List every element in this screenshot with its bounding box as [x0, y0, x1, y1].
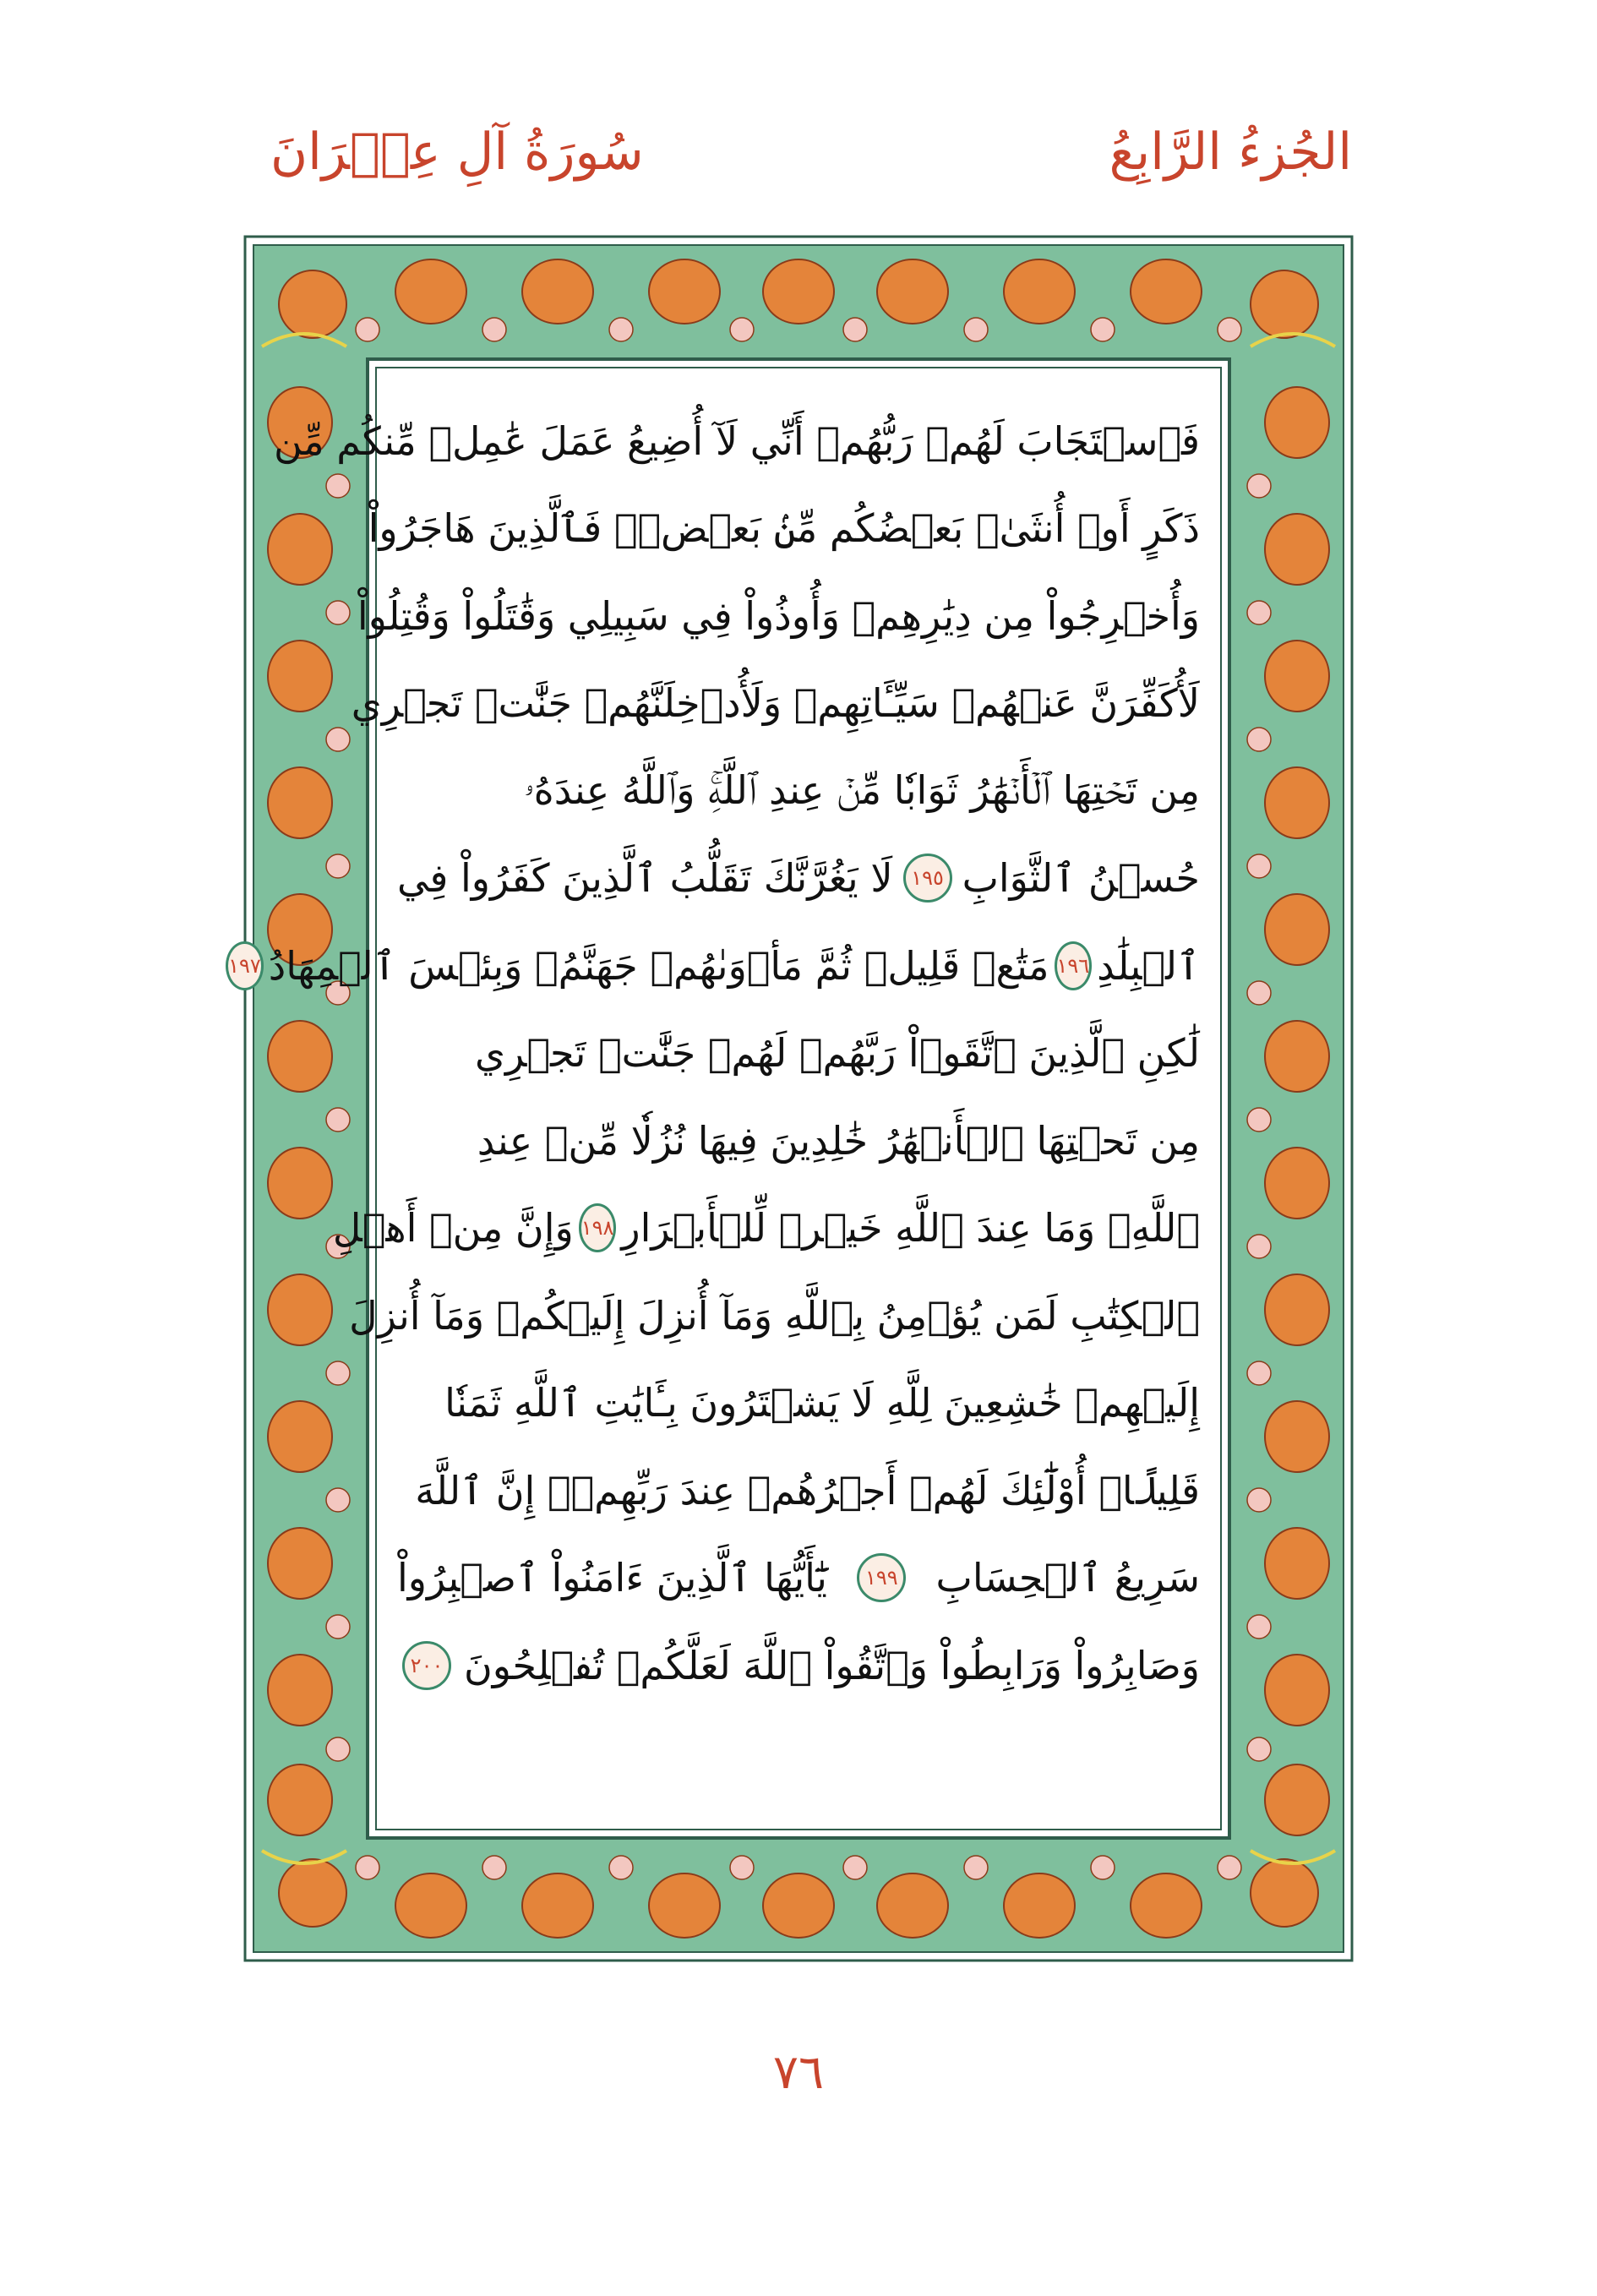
verse-line: فَٱسۡتَجَابَ لَهُمۡ رَبُّهُمۡ أَنِّي لَآ أُضِيعُ عَمَلَ عَٰمِلٖ مِّنكُم مِّن	[273, 417, 1200, 464]
verse-line: سَرِيعُ ٱلۡحِسَابِ ١٩٩ يَٰٓأَيُّهَا ٱلَّذِينَ ءَامَنُواْ ٱصۡبِرُواْ	[397, 1555, 1200, 1601]
surah-title: سُورَةُ آلِ عِمۡرَانَ	[270, 123, 644, 182]
verse-line: وَصَابِرُواْ وَرَابِطُواْ وَٱتَّقُواْ ٱللَّهَ لَعَلَّكُمۡ تُفۡلِحُونَ ٢٠٠	[397, 1622, 1200, 1710]
verse-line: لَأُكَفِّرَنَّ عَنۡهُمۡ سَيِّـَٔاتِهِمۡ وَلَأُدۡخِلَنَّهُمۡ جَنَّٰتٖ تَجۡرِي	[351, 680, 1200, 727]
verse-line: ذَكَرٍ أَوۡ أُنثَىٰۖ بَعۡضُكُم مِّنۢ بَعۡضٖۖ فَٱلَّذِينَ هَاجَرُواْ	[368, 505, 1200, 552]
verse-line: ٱلۡبِلَٰدِ ١٩٦ مَتَٰعٞ قَلِيلٞ ثُمَّ مَأۡوَىٰهُمۡ جَهَنَّمُۖ وَبِئۡسَ ٱلۡمِهَادُ ١٩٧	[397, 922, 1200, 1010]
verse-line: لَٰكِنِ ٱلَّذِينَ ٱتَّقَوۡاْ رَبَّهُمۡ لَهُمۡ جَنَّٰتٞ تَجۡرِي	[474, 1030, 1200, 1077]
juz-title: الجُزءُ الرَّابِعُ	[1109, 123, 1352, 182]
page-number: ٧٦	[772, 2045, 825, 2100]
verse-line: إِلَيۡهِمۡ خَٰشِعِينَ لِلَّهِ لَا يَشۡتَرُونَ بِـَٔايَٰتِ ٱللَّهِ ثَمَنٗا	[444, 1380, 1200, 1426]
ayah-marker: ١٩٨	[579, 1203, 617, 1252]
ayah-marker: ١٩٦	[1055, 941, 1093, 990]
verse-line: قَلِيلًاۚ أُوْلَٰٓئِكَ لَهُمۡ أَجۡرُهُمۡ عِندَ رَبِّهِمۡۗ إِنَّ ٱللَّهَ	[415, 1467, 1200, 1513]
verse-lines	[228, 397, 1200, 1800]
ayah-marker: ١٩٥	[903, 854, 952, 903]
verse-line: ٱلۡكِتَٰبِ لَمَن يُؤۡمِنُ بِٱللَّهِ وَمَآ أُنزِلَ إِلَيۡكُمۡ وَمَآ أُنزِلَ	[349, 1292, 1200, 1339]
verse-line: ٱللَّهِۗ وَمَا عِندَ ٱللَّهِ خَيۡرٞ لِّلۡأَبۡرَارِ ١٩٨ وَإِنَّ مِنۡ أَهۡلِ	[332, 1205, 1200, 1252]
page-header	[0, 101, 1597, 194]
ayah-marker: ١٩٩	[857, 1553, 906, 1602]
ayah-marker: ١٩٧	[226, 941, 264, 990]
verse-line: مِن تَحۡتِهَا ٱلۡأَنۡهَٰرُ خَٰلِدِينَ فِيهَا نُزُلٗا مِّنۡ عِندِ	[477, 1117, 1200, 1164]
verse-line: حُسۡنُ ٱلثَّوَابِ ١٩٥ لَا يَغُرَّنَّكَ تَقَلُّبُ ٱلَّذِينَ كَفَرُواْ فِي	[397, 855, 1200, 902]
ayah-marker: ٢٠٠	[402, 1641, 451, 1690]
verse-line: وَأُخۡرِجُواْ مِن دِيَٰرِهِمۡ وَأُوذُواْ فِي سَبِيلِي وَقَٰتَلُواْ وَقُتِلُواْ	[357, 592, 1200, 639]
verse-line: مِن تَحۡتِهَا ٱلۡأَنۡهَٰرُ ثَوَابٗا مِّنۡ عِندِ ٱللَّهِۚ وَٱللَّهُ عِندَهُۥ	[524, 766, 1200, 813]
